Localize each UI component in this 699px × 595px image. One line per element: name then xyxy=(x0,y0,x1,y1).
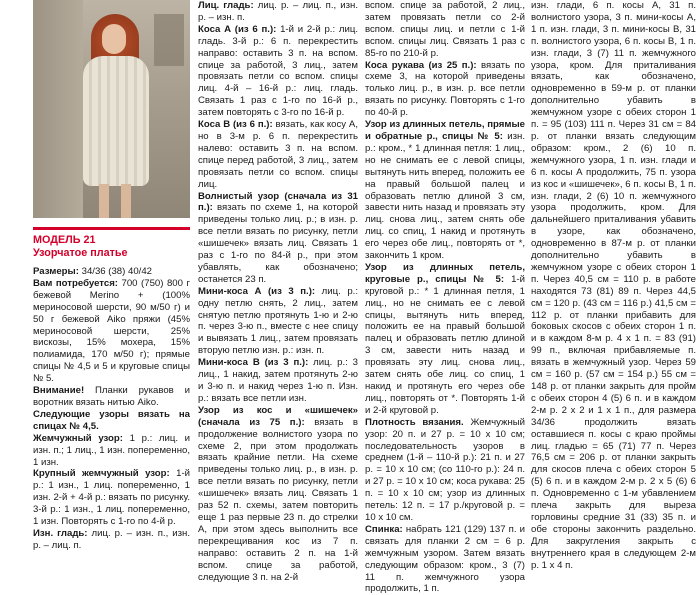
paragraph-text: лиц. р.: 3 лиц., 1 накид, затем протянуть 2-ю и 3-ю п. и накид через 1-ю п. Изн. р.: вязать все петли изн. xyxy=(198,357,358,404)
paragraph-heading: Крупный жемчужный узор: xyxy=(33,468,170,480)
photo-dress xyxy=(83,56,149,186)
paragraph-heading: Коса А (из 6 п.): xyxy=(198,23,277,35)
paragraph xyxy=(198,24,358,119)
paragraph-text: лиц. р.: одну петлю снять, 2 лиц., затем снятую петлю протянуть 1-ю и 2-ю п. через 3-ю п., вместе с нее спицу и вывязать 1 лиц., затем провязать вторую петлю изн. р.: изн. п. xyxy=(198,285,358,357)
paragraph xyxy=(198,119,358,190)
paragraph-heading: Размеры: xyxy=(33,266,79,277)
column-3 xyxy=(365,0,525,595)
paragraph-text: 700 (750) 800 г бежевой Merino + (100% мериносовой шерсти, 90 м/50 г) и 50 г бежевой Aiko пряжи (45% мериносовой шерсти, 25% вискозы, 15% мохера, 15% полиамида, 170 м/50 г); прямые спицы № 4,5 и 5 и круговые спицы № 5. xyxy=(33,277,190,385)
paragraph-heading: Лиц. гладь: xyxy=(198,0,254,11)
paragraph xyxy=(198,357,358,405)
paragraph-text: Планки рукавов и воротник вязать нитью Aiko. xyxy=(33,385,190,408)
paragraph-text: вспом. спице за работой, 2 лиц., затем провязать петли со 2-й вспом. спицы лиц. и петли с 1-й вспом. спицы лиц. Связать 1 раз с 85-го по 210-й р. xyxy=(365,0,525,59)
paragraph xyxy=(33,266,190,278)
paragraph xyxy=(198,286,358,357)
paragraph-text: 1-й круговой р.: * 1 длинная петля, 1 лиц., но не снимать ее с левой спицы, вытянуть нить вперед, положить ее на правый большой палец и образовать петлю длиной 3 см, завести нить назад и провязать эту лиц. снова лиц., затем снять обе лиц. со спиц, 1 накид и протянуть его через обе лиц., повторять от *. Повторять 1-й и 2-й круговой р. xyxy=(365,273,525,416)
paragraph-heading: Узор из длинных петель, круговые р., спицы № 5: xyxy=(365,261,525,285)
model-number: МОДЕЛЬ 21 xyxy=(33,234,96,246)
paragraph-heading: Узор из длинных петель, прямые и обратные р., спицы № 5: xyxy=(365,119,525,142)
paragraph xyxy=(33,385,190,409)
column-1 xyxy=(33,0,190,552)
paragraph-heading: Коса В (из 6 п.): xyxy=(198,119,273,131)
paragraph-text: 34/36 (38) 40/42 xyxy=(78,266,153,277)
paragraph-text: лиц. р. – лиц. п., изн. р. – изн. п. xyxy=(198,0,358,23)
paragraph-text: вязать в продолжение волнистого узора по схеме 2, при этом продолжать вязать крайние петли. На схеме приведены только лиц. р., в изн. р. все петли вязать по рисунку, петли «шишечек» вязать лиц. Связать 1 раз 52 п. схемы, затем повторить еще 1 раз первые 23 п. до стрелки А, при этом здесь выполнить все перекрещивания кос из 7 п. направо: оставить 2 п. на 1-й вспом. спице за работой, следующие 3 п. на 2-й xyxy=(198,416,358,583)
paragraph-heading: Изн. гладь: xyxy=(33,527,88,539)
paragraph-heading: Узор из кос и «шишечек» (сначала из 75 п.): xyxy=(198,404,358,428)
paragraph xyxy=(365,524,525,595)
model-title: Узорчатое платье xyxy=(33,247,128,259)
paragraph-text: 1 р.: лиц. и изн. п.; 1 лиц., 1 изн. попеременно, 1 изн. xyxy=(33,432,190,468)
paragraph-text: вязать, как косу А, но в 3-м р. 6 п. перекрестить налево: оставить 3 п. на вспом. спице перед работой, 3 лиц., затем провязать петли со вспом. спицы лиц. xyxy=(198,119,358,190)
paragraph xyxy=(33,433,190,469)
model-photo xyxy=(33,0,190,218)
paragraph-text: вязать по схеме 1, на которой приведены только лиц. р.; в изн. р. все петли вязать по рисунку, петли «шишечек» вязать лиц. Связать 1 раз с 1-го по 84-й р., при этом убавлять, как обозначено; останется 23 п. xyxy=(198,202,358,285)
paragraph xyxy=(365,0,525,60)
photo-window xyxy=(154,14,184,66)
paragraph xyxy=(531,0,696,572)
paragraph xyxy=(33,468,190,528)
column-1-text xyxy=(33,266,190,552)
paragraph-heading: Коса рукава (из 25 п.): xyxy=(365,59,477,71)
paragraph xyxy=(365,262,525,417)
red-divider xyxy=(33,227,190,230)
paragraph xyxy=(33,409,190,433)
paragraph xyxy=(33,278,190,385)
paragraph-heading: Спинка: xyxy=(365,523,403,535)
paragraph xyxy=(198,0,358,24)
photo-face xyxy=(102,24,126,54)
paragraph-heading: Жемчужный узор: xyxy=(33,432,123,444)
photo-leg xyxy=(121,184,131,218)
paragraph-heading: Следующие узоры вязать на спицах № 4,5. xyxy=(33,408,190,432)
paragraph xyxy=(198,191,358,286)
paragraph-heading: Плотность вязания. xyxy=(365,416,464,428)
paragraph-text: лиц. р. – изн. п., изн. р. – лиц. п. xyxy=(33,527,190,551)
paragraph-heading: Внимание! xyxy=(33,385,85,397)
paragraph-text: 1-й и 2-й р.: лиц. гладь. 3-й р.: 6 п. перекрестить направо: оставить 3 п. на вспом. спице за работой, 3 лиц., затем провязать петли со вспом. спицы лиц. 4-й – 16-й р.: лиц. гладь. Связать 1 раз с 1-го по 16-й р., затем повторять с 3-го по 16-й р. xyxy=(198,23,359,119)
column-4 xyxy=(531,0,696,572)
paragraph xyxy=(365,417,525,524)
paragraph xyxy=(33,528,190,552)
paragraph-text: 1-й р.: 1 изн., 1 лиц. попеременно, 1 изн. 2-й + 4-й р.: вязать по рисунку. 3-й р.: 1 изн., 1 лиц. попеременно, 1 изн. Повторять с 1-го по 4-й р. xyxy=(33,468,190,528)
column-2 xyxy=(198,0,358,583)
paragraph-text: вязать по схеме 3, на которой приведены только лиц. р., в изн. р. все петли вязать по рисунку. Повторять с 1-го по 40-й р. xyxy=(365,59,525,119)
photo-background xyxy=(33,0,83,218)
paragraph-text: изн. р.: кром., * 1 длинная петля: 1 лиц., но не снимать ее с левой спицы, вытянуть нить вперед, положить ее на правый большой палец и образовать петлю длиной 3 см, завести нить назад и провязать эту лиц. снова лиц., затем снять обе лиц. со спиц, 1 накид и протянуть его через обе лиц., повторять от *, закончить 1 кром. xyxy=(365,130,526,262)
paragraph xyxy=(365,60,525,120)
paragraph-heading: Мини-коса В (из 3 п.): xyxy=(198,357,309,369)
photo-leg xyxy=(99,184,109,218)
paragraph xyxy=(198,405,358,584)
paragraph-heading: Мини-коса А (из 3 п.): xyxy=(198,285,316,297)
paragraph-heading: Вам потребуется: xyxy=(33,277,118,289)
paragraph-text: Жемчужный узор: 20 п. и 27 р. = 10 х 10 см; последовательность узоров в среднем (1-й – 110-й р.): 21 п. и 27 р. = 10 х 10 см; (со 110-го р.): 24 п. и 27 р. = 10 х 10 см; коса рукава: 25 п. = 10 х 10 см; узор из длинных петель: 12 п. = 17 р./круговой р. = 10 х 10 см. xyxy=(365,416,525,523)
paragraph-text: изн. глади, 6 п. косы А, 31 п. волнистого узора, 3 п. мини-косы А, 1 п. изн. глади, 3 п. мини-косы В, 31 п. волнистого узора, 6 п. косы В, 1 п. изн. глади, 3 (7) 11 п. жемчужного узора, кром. Для приталивания вязать, как обозначено, одновременно в 59-м р. от планки дополнительно убавить в жемчужном узоре с обеих сторон 1 п. = 95 (103) 111 п. Через 31 см = 84 р. от планки вязать следующим образом: кром., 2 (6) 10 п. жемчужного узора, 1 п. изн. глади и 6 п. косы А продолжить, 75 п. узора из кос и «шишечек», 6 п. косы В, 1 п. изн. глади, 2 (6) 10 п. жемчужного узора продолжить, кром. Для дальнейшего приталивания убавить в узоре, как обозначено, одновременно в 87-м р. от планки дополнительно убавить в жемчужном узоре с обеих сторон 1 п. Через 40,5 см = 110 р. в работе находятся 73 (81) 89 п. Через 44,5 см = 120 р. (43 см = 116 р.) 41,5 см = 112 р. от планки прибавить для боковых скосов с обеих сторон 1 п. и в каждом 8-м р. 4 х 1 п. = 83 (91) 99 п., включая прибавляемые п. вязать в жемчужный узор. Через 59 см = 160 р. (57 см = 154 р.) 55 см = 148 р. от планки закрыть для пройм с обеих сторон 4 (5) 6 п. и в каждом 2-м р. 2 х 2 и 1 х 1 п., для размера 34/36 продолжить вязать оставшиеся п. косы с краю проймы лиц. гладью = 65 (71) 77 п. Через 76,5 см = 206 р. от планки закрыть для скосов плеча с обеих сторон 5 (5) 6 п. и в каждом 2-м р. 2 х 5 (6) 6 п. Одновременно с 1-м убавлением плеча закрыть для выреза горловины средние 31 (33) 35 п. и обе стороны закончить раздельно. Для закругления закрыть с внутреннего края в следующем 2-м р. 1 х 4 п. xyxy=(531,0,696,571)
paragraph-text: набрать 121 (129) 137 п. и связать для планки 2 см = 6 р. жемчужным узором. Затем вязать следующим образом: кром., 3 (7) 11 п. жемчужного узора продолжить, 1 п. xyxy=(365,523,525,595)
paragraph xyxy=(365,119,525,262)
paragraph-heading: Волнистый узор (сначала из 31 п.): xyxy=(198,190,358,214)
